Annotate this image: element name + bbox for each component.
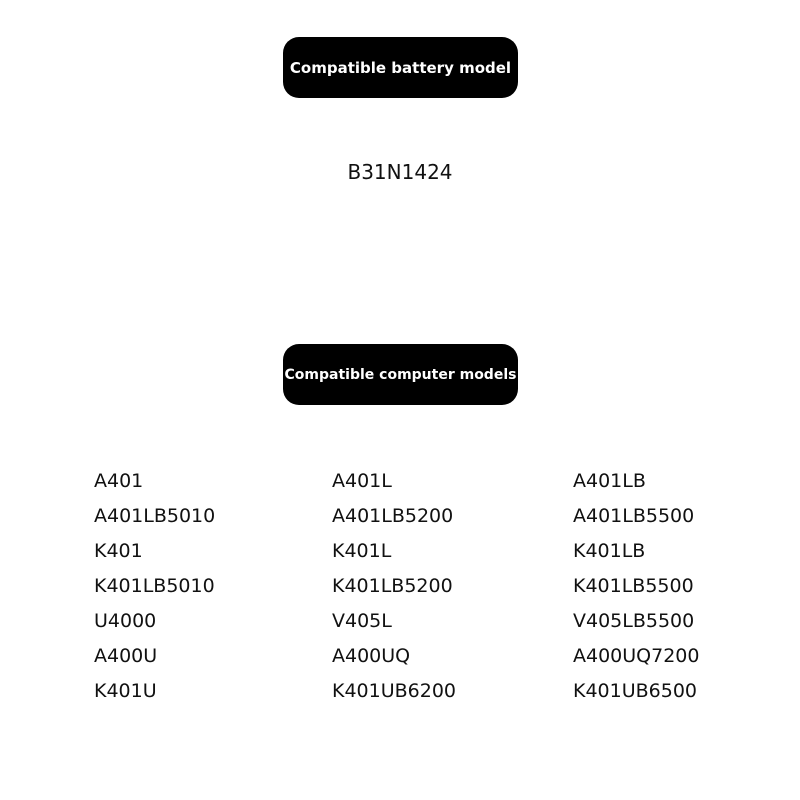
model-item: K401 xyxy=(94,540,143,562)
computer-section-heading xyxy=(283,344,518,405)
model-column-3 xyxy=(573,467,699,712)
model-item: A401LB xyxy=(573,470,646,492)
model-item: A401LB5500 xyxy=(573,505,695,527)
model-item: K401L xyxy=(332,540,392,562)
model-item: K401LB5010 xyxy=(94,575,215,597)
model-item: A401L xyxy=(332,470,392,492)
model-item: K401LB5500 xyxy=(573,575,694,597)
model-item: K401LB xyxy=(573,540,646,562)
model-item: A401 xyxy=(94,470,144,492)
model-item: V405L xyxy=(332,610,392,632)
model-item: V405LB5500 xyxy=(573,610,695,632)
model-item: A400U xyxy=(94,645,158,667)
model-item: A401LB5010 xyxy=(94,505,216,527)
model-item: K401UB6500 xyxy=(573,680,698,702)
model-item: K401U xyxy=(94,680,157,702)
model-item: A400UQ xyxy=(332,645,411,667)
model-item: K401LB5200 xyxy=(332,575,453,597)
model-column-1 xyxy=(94,467,215,712)
model-item: K401UB6200 xyxy=(332,680,457,702)
model-column-2 xyxy=(332,467,456,712)
model-item: U4000 xyxy=(94,610,157,632)
battery-section-heading-label: Compatible battery model xyxy=(289,58,512,77)
battery-section-heading xyxy=(283,37,518,98)
model-item: A400UQ7200 xyxy=(573,645,700,667)
battery-model-number: B31N1424 xyxy=(347,160,453,184)
computer-section-heading-label: Compatible computer models xyxy=(284,366,517,383)
model-item: A401LB5200 xyxy=(332,505,454,527)
